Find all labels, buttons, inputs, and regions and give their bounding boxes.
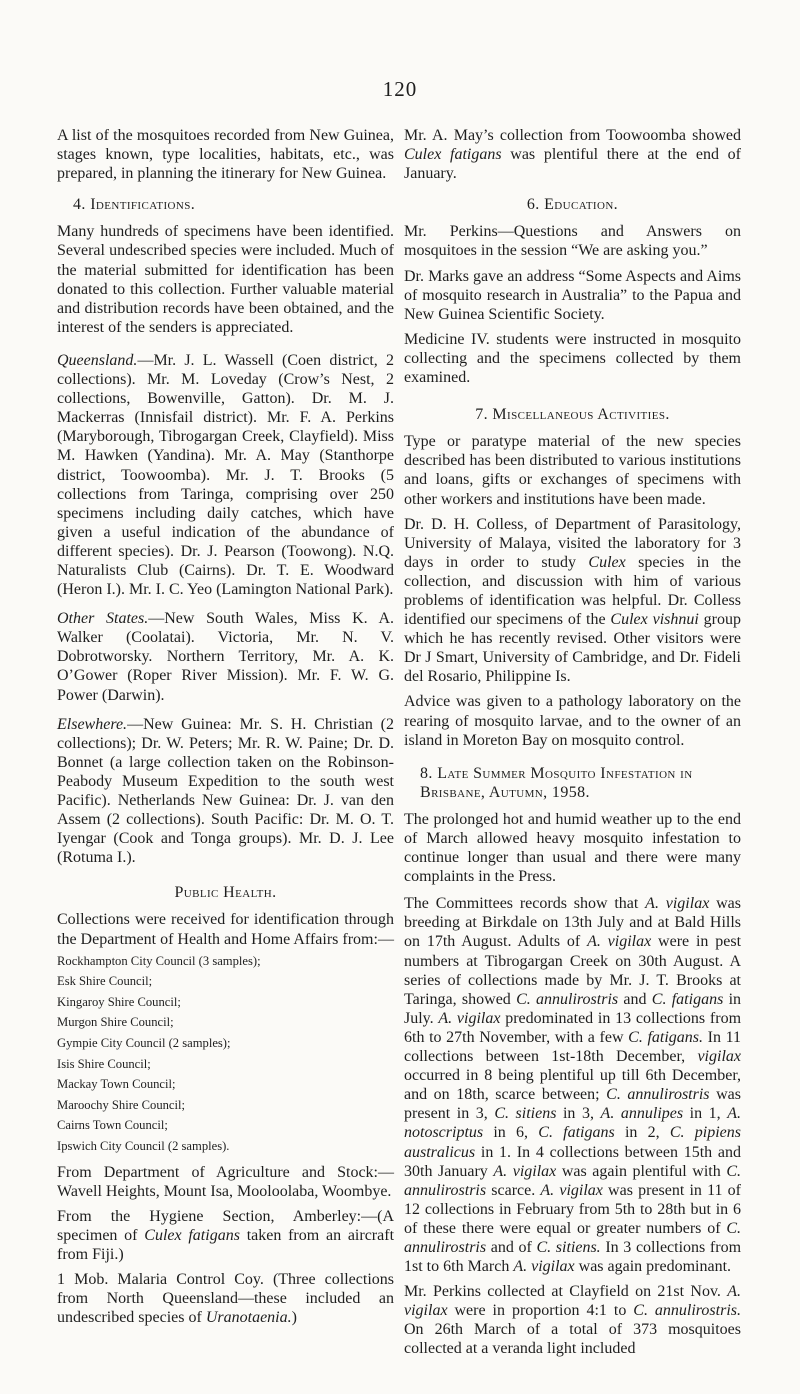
text-run: The Committees records show that (404, 895, 646, 913)
advice-paragraph: Advice was given to a pathology laboratory on the rearing of mosquito larvae, and to the owner of an island in Moreton Bay on mosquito control. (404, 693, 741, 749)
species-name: C. fatigans (538, 1124, 615, 1142)
species-name: vigilax (697, 1048, 741, 1066)
other-states-paragraph (57, 609, 394, 704)
text-run: On 26th March of a total of 373 mosquitoes collected at a veranda light included (404, 1321, 741, 1358)
elsewhere-label: Elsewhere. (57, 715, 128, 733)
text-run: was plentiful there at the end of January. (404, 146, 741, 183)
species-name: A. annulipes (600, 1105, 684, 1123)
list-item: Rockhampton City Council (3 samples); (57, 953, 261, 968)
queensland-label: Queensland. (57, 351, 138, 369)
miscellaneous-heading: 7. Miscellaneous Activities. (475, 406, 670, 424)
species-name: C. fatigans (651, 990, 724, 1008)
text-run: in July. (404, 990, 742, 1027)
left-column (57, 126, 394, 1333)
species-name: A. vigilax (513, 1258, 575, 1276)
right-column (404, 126, 741, 1365)
other-states-label: Other States. (57, 610, 149, 628)
text-run: species in the collection, and discussion with him of various problems of identification was helpful. Dr. Colless identified our specimens of the (404, 553, 741, 629)
text-run: In 11 collections between 1st-18th December, (404, 1028, 742, 1066)
species-name: A. notoscriptus (404, 1105, 741, 1142)
species-name: Culex (588, 553, 626, 571)
species-name: Culex fatigans (144, 1226, 240, 1244)
text-run: Mr. A. May’s collection from Toowoomba showed (404, 127, 741, 144)
intro-paragraph: A list of the mosquitoes recorded from New Guinea, stages known, type localities, habitats, etc., was prepared, in planning the itinerary for New Guinea. (57, 127, 394, 183)
list-item: Murgon Shire Council; (57, 1015, 174, 1030)
species-name: C. annulirostris (516, 990, 619, 1008)
text-run: ) (291, 1309, 297, 1327)
text-run: in 3, (556, 1105, 601, 1123)
list-item: Esk Shire Council; (57, 974, 153, 989)
queensland-text: —Mr. J. L. Wassell (Coen district, 2 collections). Mr. M. Loveday (Crow’s Nest, 2 collections, Bowenville, Gatton). Dr. M. J. Mackerras (Innisfail district). Mr. F. A. Perkins (Maryborough, Tibrogargan Creek, Clayfield). Miss M. Hawken (Yandina). Mr. A. May (Stanthorpe district, Toowoomba). Mr. J. T. Brooks (5 collections from Taringa, comprising over 250 specimens including daily catches, which have given a useful indication of the abundance of different species). Dr. J. Pearson (Toowong). N.Q. Naturalists Club (Cairns). Dr. T. E. Woodward (Heron I.). Mr. I. C. Yeo (Lamington National Park). (57, 351, 394, 599)
text-run: in 2, (614, 1124, 670, 1142)
other-states-text: —New South Wales, Miss K. A. Walker (Coolatai). Victoria, Mr. N. V. Dobrotworsky. Northern Territory, Mr. A. K. O’Gower (Roper River Mission). Mr. F. W. G. Power (Darwin). (57, 610, 395, 704)
text-run: and (618, 990, 652, 1008)
text-run: and of (486, 1238, 537, 1256)
text-run: were in proportion 4:1 to (447, 1302, 634, 1320)
text-run: was again plentiful with (556, 1162, 727, 1180)
text-run: In 3 collections from 1st to 6th March (404, 1238, 742, 1276)
text-run: scarce. (486, 1181, 541, 1199)
text-run: group which he has recently revised. Other visitors were Dr J Smart, University of Cambridge, and Dr. Fideli del Rosario, Philippine Is. (404, 611, 741, 686)
elsewhere-text: —New Guinea: Mr. S. H. Christian (2 collections); Dr. W. Peters; Mr. R. W. Paine; Dr. D. Bonnet (a large collection taken on the Robinson-Peabody Museum Expedition to the south west Pacific). Netherlands New Guinea: Dr. J. van den Assem (2 collections). South Pacific: Dr. M. O. T. Iyengar (Cook and Tonga groups). Mr. D. J. Lee (Rotuma I.). (57, 715, 394, 867)
text-run: Dr. D. H. Colless, of Department of Parasitology, University of Malaya, visited the laboratory for 3 days in order to study (404, 515, 741, 571)
education-heading: 6. Education. (526, 196, 619, 214)
misc-paragraph-1: Type or paratype material of the new species described has been distributed to various institutions and loans, gifts or exchanges of specimens with other workers and institutions have been made. (404, 433, 741, 508)
education-paragraph-3: Medicine IV. students were instructed in mosquito collecting and the specimens collected by them examined. (404, 330, 741, 387)
agriculture-paragraph: From Department of Agriculture and Stock:—Wavell Heights, Mount Isa, Mooloolaba, Woombye. (57, 1163, 394, 1200)
text-run: were in pest numbers at Tibrogargan Creek on 30th August. A series of collections made by Mr. J. T. Brooks at Taringa, showed (404, 933, 742, 1008)
species-name: A. vigilax (404, 1283, 741, 1320)
text-run: was present in 3, (404, 1086, 741, 1123)
committee-records-paragraph (404, 894, 741, 1276)
identifications-heading: 4. Identifications. (73, 196, 196, 214)
perkins-clayfield-paragraph (404, 1282, 741, 1358)
species-name: C. annulirostris (606, 1086, 710, 1104)
species-name: C. annulirostris (404, 1219, 741, 1256)
text-run: in 1, (683, 1105, 728, 1123)
text-run: From the Hygiene Section, Amberley:—(A specimen of (57, 1207, 394, 1244)
list-item: Maroochy Shire Council; (57, 1097, 186, 1112)
identifications-paragraph: Many hundreds of specimens have been identified. Several undescribed species were included. Much of the material submitted for identification has been donated to this collection. Further valuable material and distribution records have been obtained, and the interest of the senders is appreciated. (57, 223, 394, 336)
hygiene-paragraph (57, 1207, 394, 1264)
queensland-paragraph (57, 351, 394, 599)
species-name: C. annulirostris. (633, 1302, 742, 1320)
education-paragraph-2: Dr. Marks gave an address “Some Aspects and Aims of mosquito research in Australia” to the Papua and New Guinea Scientific Society. (404, 267, 741, 323)
text-run: occurred in 8 being plentiful up till 6th December, and on 18th, scarce between; (404, 1067, 741, 1104)
species-name: Culex fatigans (404, 146, 502, 164)
text-run: in 1. In 4 collections between 15th and 30th January (404, 1143, 741, 1180)
species-name: A. vigilax (493, 1162, 557, 1180)
list-item: Kingaroy Shire Council; (57, 994, 181, 1009)
species-name: C. sitiens (494, 1105, 557, 1123)
public-health-paragraph: Collections were received for identification through the Department of Health and Home Affairs from:— (57, 911, 394, 948)
species-name: Uranotaenia. (205, 1309, 292, 1327)
species-name: C. annulirostris (404, 1162, 741, 1199)
species-name: A. vigilax (587, 933, 652, 951)
text-run: taken from an aircraft from Fiji.) (57, 1226, 395, 1263)
colless-paragraph (404, 515, 741, 687)
list-item: Gympie City Council (2 samples); (57, 1036, 231, 1051)
list-item: Isis Shire Council; (57, 1056, 151, 1071)
text-run: predominated in 13 collections from 6th to 27th November, with a few (404, 1009, 742, 1046)
species-name: A. vigilax (540, 1181, 603, 1199)
may-paragraph (404, 126, 741, 183)
council-list (57, 951, 394, 1157)
text-run: 1 Mob. Malaria Control Coy. (Three collections from North Queensland—these included an undescribed species of (57, 1271, 394, 1327)
list-item: Cairns Town Council; (57, 1118, 168, 1133)
text-run: Mr. Perkins collected at Clayfield on 21st Nov. (404, 1283, 728, 1301)
species-name: C. pipiens australicus (404, 1124, 741, 1161)
late-summer-heading: 8. Late Summer Mosquito Infestation in Brisbane, Autumn, 1958. (420, 764, 693, 801)
list-item: Ipswich City Council (2 samples). (57, 1139, 230, 1153)
public-health-heading: Public Health. (174, 884, 277, 902)
page-number: 120 (382, 77, 418, 101)
malaria-paragraph (57, 1270, 394, 1327)
text-run: was present in 11 of 12 collections in February from 5th to 28th but in 6 of these there were equal or greater numbers of (404, 1181, 742, 1237)
species-name: A. vigilax (438, 1009, 501, 1027)
education-paragraph-1: Mr. Perkins—Questions and Answers on mosquitoes in the session “We are asking you.” (404, 223, 741, 260)
late-summer-paragraph: The prolonged hot and humid weather up to the end of March allowed heavy mosquito infestation to continue longer than usual and there were many complaints in the Press. (404, 810, 741, 886)
species-name: A. vigilax (645, 895, 710, 913)
species-name: C. sitiens. (536, 1238, 601, 1256)
text-run: in 6, (483, 1124, 539, 1142)
species-name: C. fatigans. (628, 1028, 704, 1046)
text-run: was breeding at Birkdale on 13th July and at Bald Hills on 17th August. Adults of (404, 895, 742, 951)
list-item: Mackay Town Council; (57, 1077, 176, 1092)
elsewhere-paragraph (57, 715, 394, 868)
text-run: was again predominant. (574, 1258, 732, 1276)
species-name: Culex vishnui (610, 611, 699, 629)
